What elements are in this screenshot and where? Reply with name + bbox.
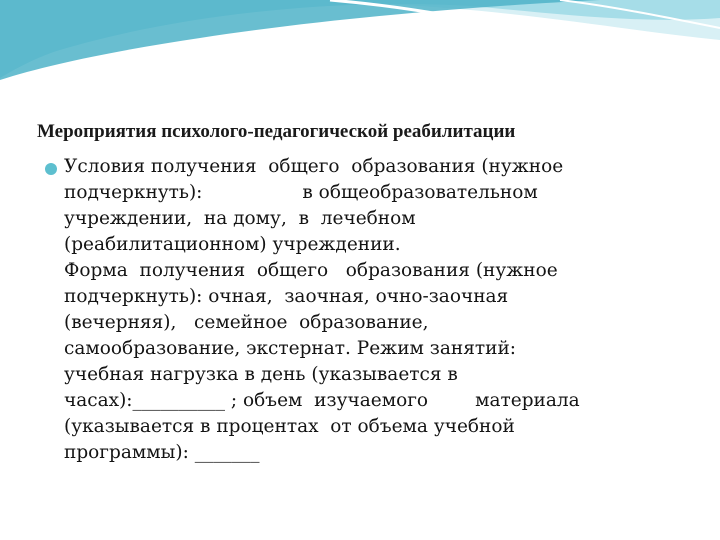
decorative-wave-header [0,0,720,90]
body-line: Условия получения общего образования (нужное [64,156,564,177]
body-line: учебная нагрузка в день (указывается в [64,364,458,385]
body-line: учреждении, на дому, в лечебном [64,208,416,229]
body-line: (указывается в процентах от объема учебной [64,416,515,437]
body-line: программы): _______ [64,442,260,463]
slide-title: Мероприятия психолого-педагогической реабилитации [37,121,516,142]
body-line: подчеркнуть): очная, заочная, очно-заочная [64,286,509,307]
body-line: самообразование, экстернат. Режим занятий: [64,338,517,359]
bullet-icon [45,163,57,175]
body-line: подчеркнуть): в общеобразовательном [64,182,538,203]
body-line: Форма получения общего образования (нужное [64,260,558,281]
body-line: (реабилитационном) учреждении. [64,234,401,255]
body-line: (вечерняя), семейное образование, [64,312,429,333]
body-line: часах):__________ ; объем изучаемого материала [64,390,580,411]
slide-body-text [64,154,704,466]
